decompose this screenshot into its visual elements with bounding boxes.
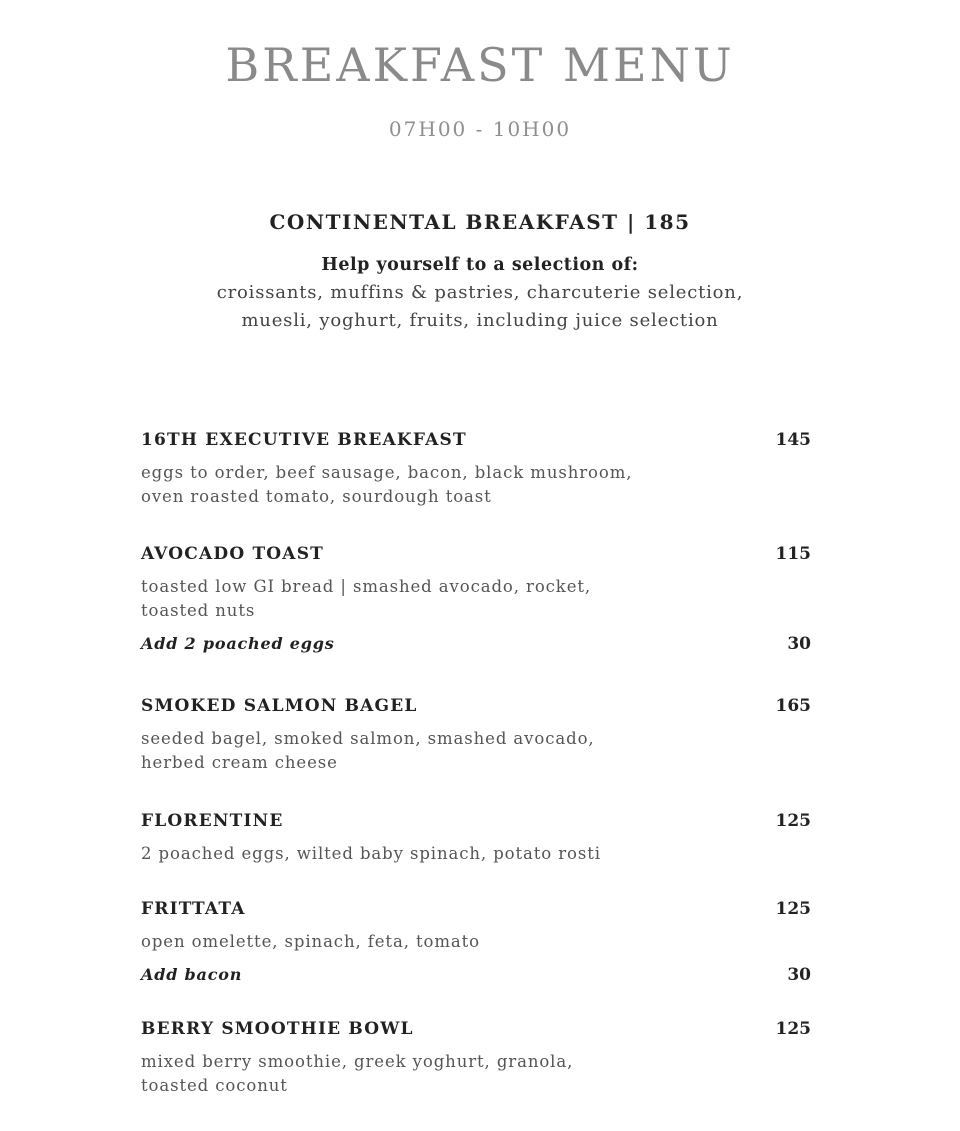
menu-item-avocado-toast	[141, 541, 811, 657]
continental-line-2: muesli, yoghurt, fruits, including juice selection	[241, 310, 719, 331]
item-price: 145	[775, 430, 811, 450]
continental-intro: Help yourself to a selection of:	[321, 255, 639, 275]
item-description-line: seeded bagel, smoked salmon, smashed avocado,	[141, 729, 595, 748]
item-description	[141, 1050, 701, 1098]
item-price: 125	[775, 899, 811, 919]
menu-item-frittata	[141, 896, 811, 988]
item-name: AVOCADO TOAST	[141, 544, 325, 564]
addon-label: Add bacon	[141, 965, 243, 984]
item-description-line: open omelette, spinach, feta, tomato	[141, 932, 481, 951]
item-description-line: toasted nuts	[141, 601, 256, 620]
item-name: 16TH EXECUTIVE BREAKFAST	[141, 430, 467, 450]
item-price: 125	[775, 1019, 811, 1039]
item-name: FRITTATA	[141, 899, 246, 919]
item-description	[141, 842, 701, 866]
item-name: BERRY SMOOTHIE BOWL	[141, 1019, 414, 1039]
menu-hours: 07H00 - 10H00	[388, 117, 572, 141]
menu-item-florentine	[141, 808, 811, 866]
item-price: 165	[775, 696, 811, 716]
addon-price: 30	[787, 965, 811, 985]
addon-price: 30	[787, 634, 811, 654]
addon-label: Add 2 poached eggs	[141, 634, 335, 653]
item-description-line: mixed berry smoothie, greek yoghurt, granola,	[141, 1052, 574, 1071]
continental-line-1: croissants, muffins & pastries, charcuterie selection,	[216, 282, 744, 303]
item-description	[141, 575, 701, 623]
item-description-line: toasted coconut	[141, 1076, 288, 1095]
menu-title: BREAKFAST MENU	[225, 38, 735, 92]
item-description-line: toasted low GI bread | smashed avocado, rocket,	[141, 577, 592, 596]
item-description-line: eggs to order, beef sausage, bacon, black mushroom,	[141, 463, 633, 482]
item-description	[141, 727, 701, 775]
item-description-line: oven roasted tomato, sourdough toast	[141, 487, 492, 506]
item-name: SMOKED SALMON BAGEL	[141, 696, 418, 716]
continental-heading: CONTINENTAL BREAKFAST | 185	[269, 210, 691, 234]
item-description-line: 2 poached eggs, wilted baby spinach, potato rosti	[141, 844, 601, 863]
menu-item-executive-breakfast	[141, 427, 811, 509]
menu-item-smoked-salmon-bagel	[141, 693, 811, 775]
item-name: FLORENTINE	[141, 811, 284, 831]
item-description-line: herbed cream cheese	[141, 753, 338, 772]
item-addon	[141, 631, 811, 657]
menu-item-berry-smoothie-bowl	[141, 1016, 811, 1098]
item-description	[141, 461, 701, 509]
item-description	[141, 930, 701, 954]
item-price: 115	[775, 544, 811, 564]
item-price: 125	[775, 811, 811, 831]
item-addon	[141, 962, 811, 988]
